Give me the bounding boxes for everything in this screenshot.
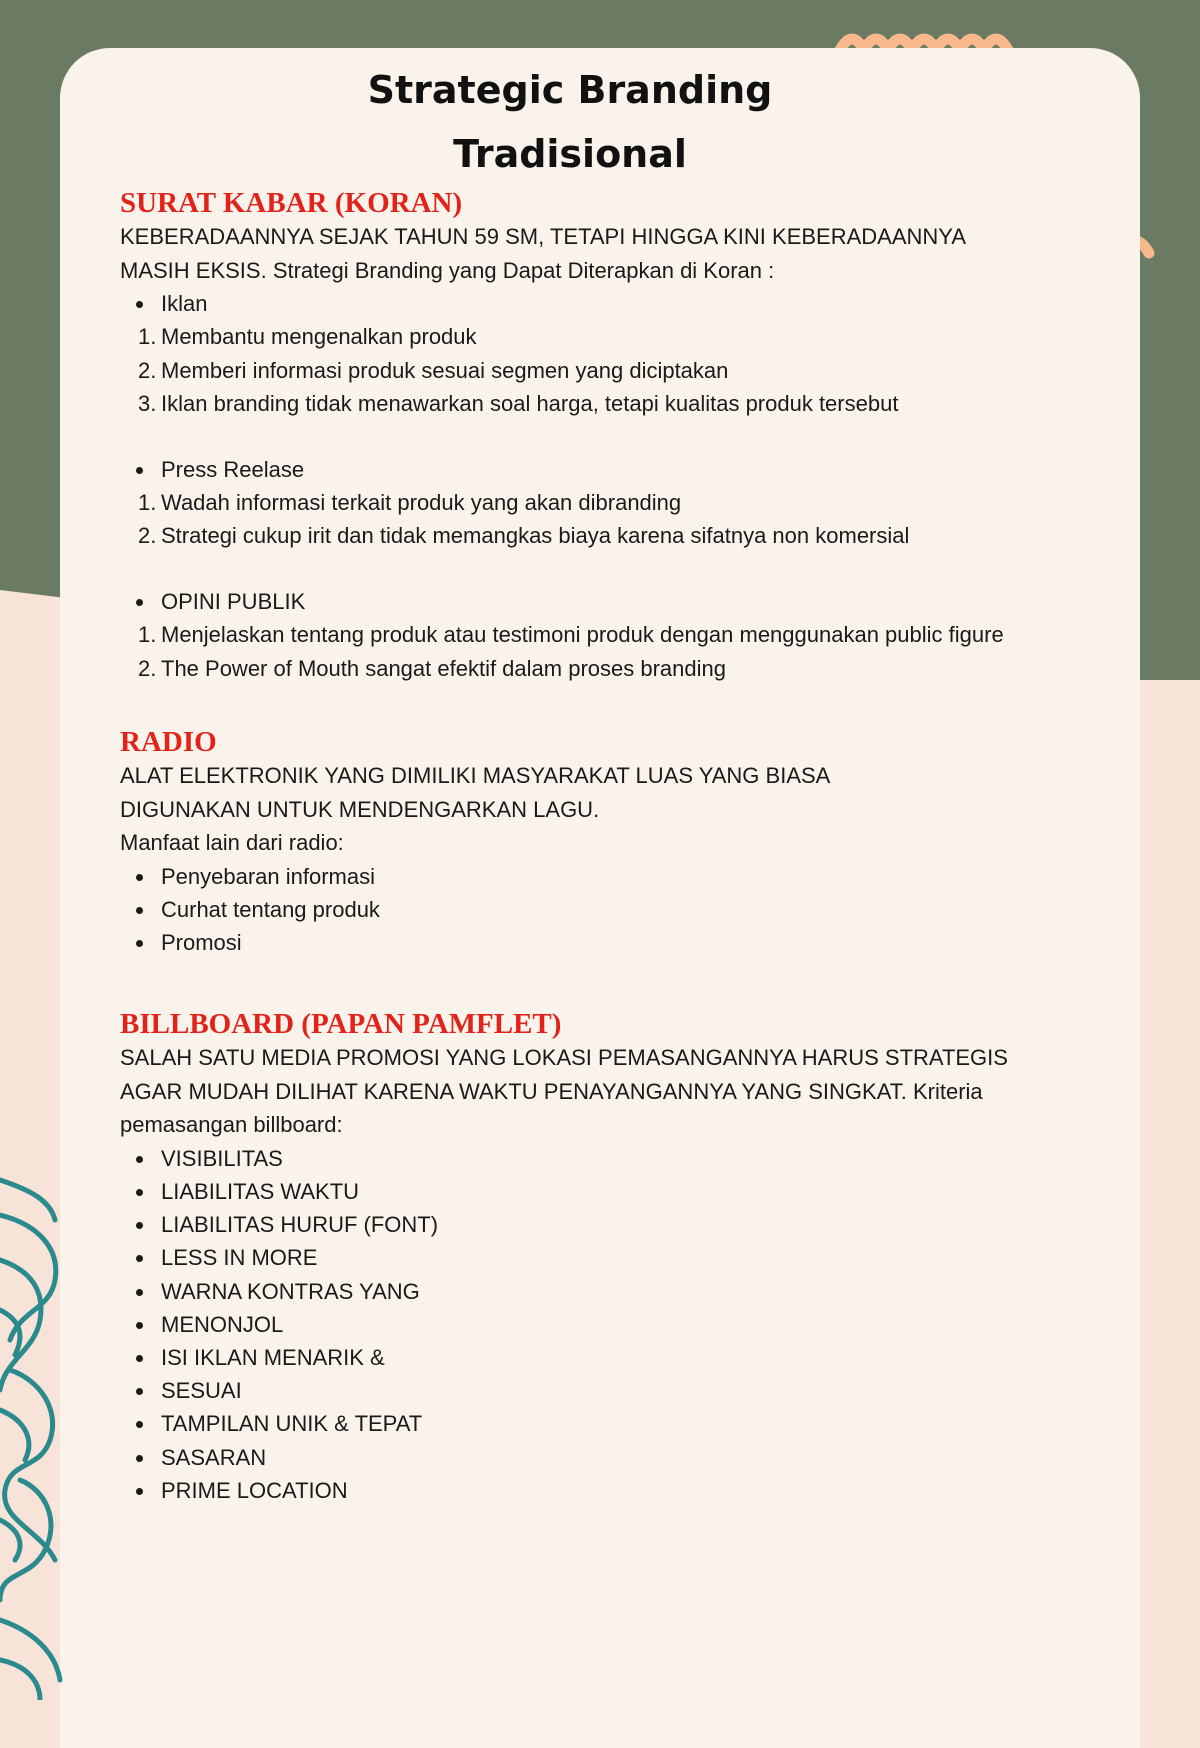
title-line-1: Strategic Branding <box>367 68 773 112</box>
bullet-dot <box>136 467 143 474</box>
bullet-item: WARNA KONTRAS YANG <box>120 1275 1120 1308</box>
bullet-dot <box>136 874 143 881</box>
bullet-item: LIABILITAS WAKTU <box>120 1175 1120 1208</box>
numbered-list <box>120 486 1120 553</box>
page-title <box>120 58 1020 186</box>
numbered-item: 1. Wadah informasi terkait produk yang akan dibranding <box>138 489 682 515</box>
section-heading-radio: RADIO <box>120 726 217 759</box>
section-intro-line: ALAT ELEKTRONIK YANG DIMILIKI MASYARAKAT LUAS YANG BIASA <box>120 763 831 789</box>
bullet-item: VISIBILITAS <box>120 1142 1120 1175</box>
bullet-dot <box>136 301 143 308</box>
bullet-list <box>120 287 1120 320</box>
section-intro-line: MASIH EKSIS. Strategi Branding yang Dapat Diterapkan di Koran : <box>120 257 775 283</box>
bullet-dot <box>136 1289 143 1296</box>
bullet-dot <box>136 1488 143 1495</box>
bullet-dot <box>136 1322 143 1329</box>
bullet-dot <box>136 1388 143 1395</box>
bullet-dot <box>136 599 143 606</box>
document-content <box>120 58 1120 1507</box>
spacer <box>120 421 1120 453</box>
title-line-2: Tradisional <box>453 132 687 176</box>
bullet-item: Penyebaran informasi <box>120 860 1120 893</box>
spacer <box>120 553 1120 585</box>
section-intro-line: DIGUNAKAN UNTUK MENDENGARKAN LAGU. <box>120 796 600 822</box>
section-heading-billboard: BILLBOARD (PAPAN PAMFLET) <box>120 1008 562 1041</box>
bullet-dot <box>136 1156 143 1163</box>
bullet-item: LESS IN MORE <box>120 1241 1120 1274</box>
bullet-list <box>120 453 1120 486</box>
numbered-item: 1. Membantu mengenalkan produk <box>138 324 477 350</box>
section-intro-line: KEBERADAANNYA SEJAK TAHUN 59 SM, TETAPI HINGGA KINI KEBERADAANNYA <box>120 224 967 249</box>
spacer <box>120 959 1120 1007</box>
section-heading-surat-kabar: SURAT KABAR (KORAN) <box>120 187 463 219</box>
section-intro-line: Manfaat lain dari radio: <box>120 830 344 856</box>
numbered-item: 2. The Power of Mouth sangat efektif dalam proses branding <box>138 655 726 681</box>
bullet-dot <box>136 940 143 947</box>
bullet-item: Iklan <box>120 287 1120 320</box>
bullet-item: MENONJOL <box>120 1308 1120 1341</box>
bullet-item: TAMPILAN UNIK & TEPAT <box>120 1407 1120 1440</box>
bullet-list <box>120 860 1120 960</box>
numbered-item: 2. Strategi cukup irit dan tidak memangkas biaya karena sifatnya non komersial <box>138 523 910 549</box>
section-intro-line: pemasangan billboard: <box>120 1112 343 1138</box>
bullet-dot <box>136 907 143 914</box>
bullet-item: OPINI PUBLIK <box>120 585 1120 618</box>
numbered-item: 3. Iklan branding tidak menawarkan soal harga, tetapi kualitas produk tersebut <box>138 391 899 417</box>
section-intro-line: SALAH SATU MEDIA PROMOSI YANG LOKASI PEMASANGANNYA HARUS STRATEGIS <box>120 1045 1008 1071</box>
bullet-dot <box>136 1189 143 1196</box>
bullet-dot <box>136 1421 143 1428</box>
bullet-item: Promosi <box>120 926 1120 959</box>
bullet-item: SASARAN <box>120 1441 1120 1474</box>
bullet-item: PRIME LOCATION <box>120 1474 1120 1507</box>
bullet-item: LIABILITAS HURUF (FONT) <box>120 1208 1120 1241</box>
bullet-item: Curhat tentang produk <box>120 893 1120 926</box>
bullet-list <box>120 585 1120 618</box>
spacer <box>120 685 1120 725</box>
bullet-dot <box>136 1222 143 1229</box>
section-intro-line: AGAR MUDAH DILIHAT KARENA WAKTU PENAYANGANNYA YANG SINGKAT. Kriteria <box>120 1078 983 1104</box>
numbered-list <box>120 320 1120 421</box>
bullet-dot <box>136 1355 143 1362</box>
bullet-item: ISI IKLAN MENARIK & <box>120 1341 1120 1374</box>
bullet-list <box>120 1142 1120 1507</box>
bullet-item: Press Reelase <box>120 453 1120 486</box>
numbered-list <box>120 618 1120 685</box>
bullet-dot <box>136 1455 143 1462</box>
bullet-item: SESUAI <box>120 1374 1120 1407</box>
bullet-dot <box>136 1255 143 1262</box>
numbered-item: 2. Memberi informasi produk sesuai segmen yang diciptakan <box>138 357 729 383</box>
numbered-item: 1. Menjelaskan tentang produk atau testimoni produk dengan menggunakan public figure <box>138 622 1004 648</box>
teal-contour-decoration <box>0 1160 80 1700</box>
